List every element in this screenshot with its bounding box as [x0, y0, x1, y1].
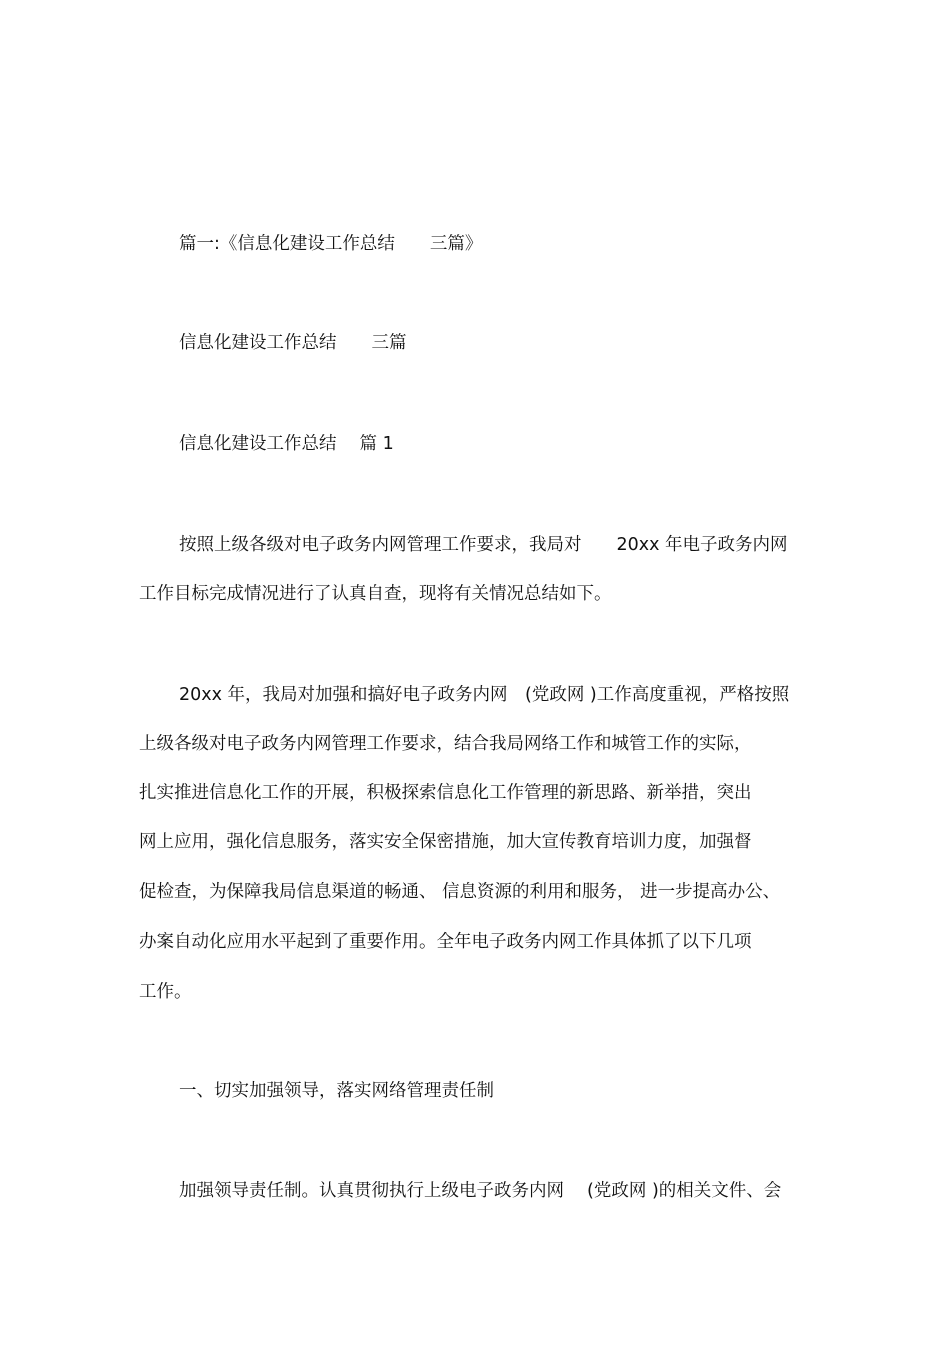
intro-paragraph-line: 按照上级各级对电子政务内网管理工作要求，我局对 20xx 年电子政务内网 [179, 535, 788, 555]
summary-paragraph-line: 扎实推进信息化工作的开展，积极探索信息化工作管理的新思路、新举措，突出 [139, 783, 752, 803]
section-heading: 一、切实加强领导，落实网络管理责任制 [179, 1081, 494, 1101]
series-heading: 篇一:《信息化建设工作总结 三篇》 [179, 234, 483, 254]
section-paragraph-line: 加强领导责任制。认真贯彻执行上级电子政务内网 (党政网 )的相关文件、会 [179, 1181, 782, 1201]
summary-paragraph-line: 促检查，为保障我局信息渠道的畅通、 信息资源的利用和服务， 进一步提高办公、 [139, 882, 781, 902]
document-subtitle: 信息化建设工作总结 篇 1 [179, 434, 394, 454]
summary-paragraph-line: 20xx 年，我局对加强和搞好电子政务内网 (党政网 )工作高度重视，严格按照 [179, 685, 790, 705]
summary-paragraph-line: 办案自动化应用水平起到了重要作用。全年电子政务内网工作具体抓了以下几项 [139, 932, 752, 952]
summary-paragraph-line: 上级各级对电子政务内网管理工作要求，结合我局网络工作和城管工作的实际， [139, 734, 752, 754]
document-title: 信息化建设工作总结 三篇 [179, 333, 407, 353]
intro-paragraph-line: 工作目标完成情况进行了认真自查，现将有关情况总结如下。 [139, 584, 612, 604]
summary-paragraph-line: 网上应用，强化信息服务，落实安全保密措施，加大宣传教育培训力度，加强督 [139, 832, 752, 852]
summary-paragraph-line: 工作。 [139, 982, 192, 1002]
